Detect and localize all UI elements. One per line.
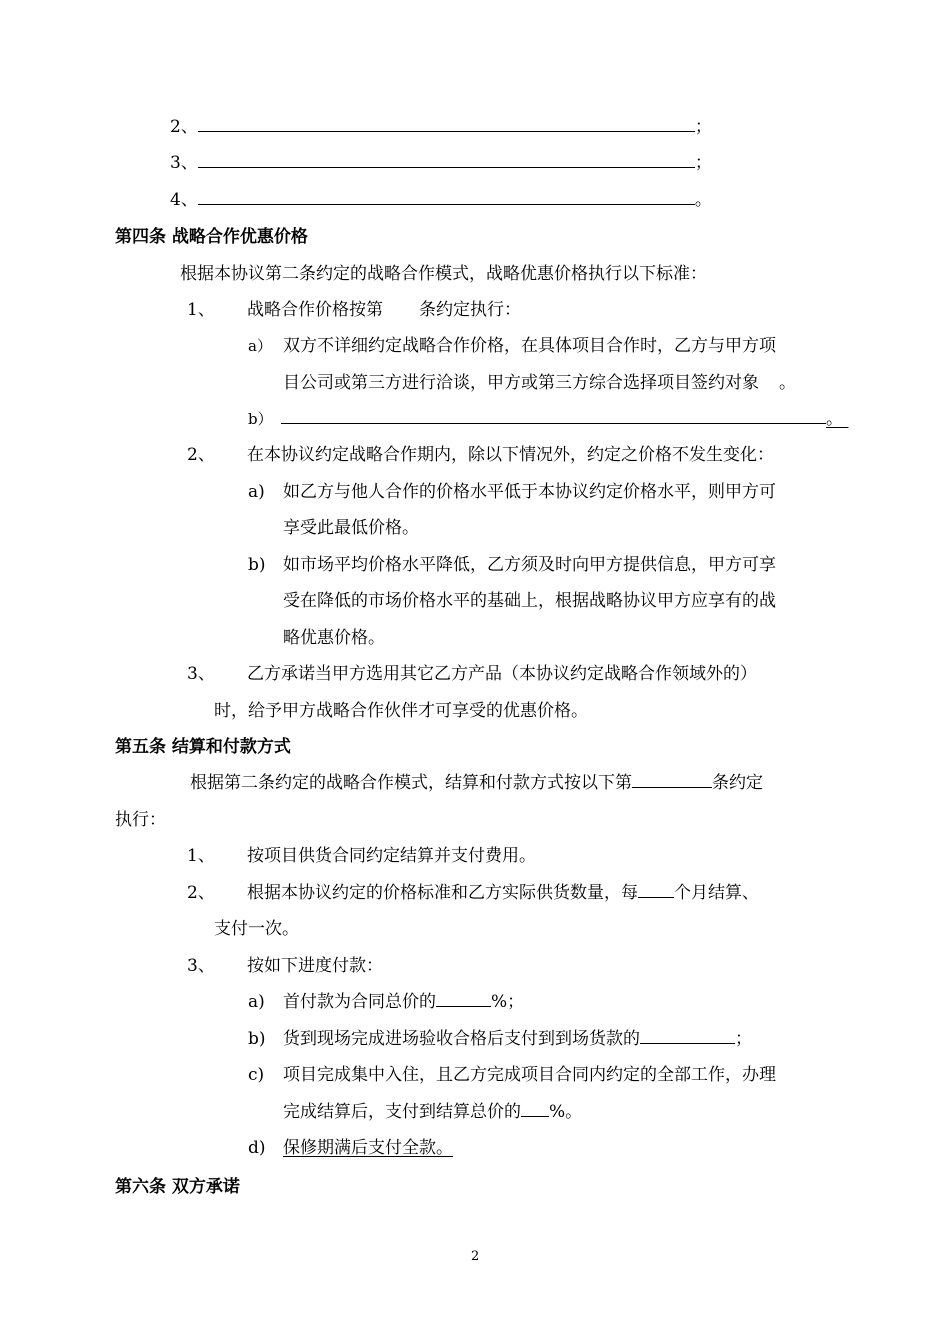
- sub-mark: b）: [248, 410, 273, 428]
- article-5-intro: 根据第二条约定的战略合作模式，结算和付款方式按以下第 条约定: [190, 773, 763, 793]
- article-4-item-2b-line3: 略优惠价格。: [283, 628, 385, 648]
- article-5-intro-line2: 执行：: [115, 810, 166, 830]
- list-item-4: 4、 。: [170, 190, 712, 210]
- article-5-item-2-line2: 支付一次。: [214, 919, 299, 939]
- sub-mark: c): [248, 1065, 265, 1085]
- article-5-item-3c-line2: 完成结算后，支付到结算总价的 %。: [283, 1102, 583, 1122]
- item-num: 1、: [187, 846, 215, 866]
- article-4-item-3-line2: 时，给予甲方战略合作伙伴才可享受的优惠价格。: [214, 701, 588, 721]
- article-4-item-2b-line1: 如市场平均价格水平降低，乙方须及时向甲方提供信息，甲方可享: [283, 555, 776, 575]
- fill-blank: [198, 152, 695, 168]
- fill-blank: [436, 991, 491, 1007]
- article-5-item-3d: 保修期满后支付全款。: [283, 1138, 453, 1158]
- article-4-intro: 根据本协议第二条约定的战略合作模式，战略优惠价格执行以下标准：: [180, 264, 707, 284]
- article-4-item-2a-line1: 如乙方与他人合作的价格水平低于本协议约定价格水平，则甲方可: [283, 482, 776, 502]
- article-6-heading: 第六条 双方承诺: [115, 1177, 240, 1197]
- article-4-item-2b-line2: 受在降低的市场价格水平的基础上，根据战略协议甲方应享有的战: [283, 591, 776, 611]
- article-4-item-1b: 。: [281, 408, 848, 430]
- fill-blank: [281, 408, 826, 424]
- item-num: 3、: [187, 956, 215, 976]
- sub-mark: a): [248, 992, 265, 1012]
- fill-blank: [198, 189, 695, 205]
- article-4-heading: 第四条 战略合作优惠价格: [115, 227, 308, 247]
- article-4-item-1a-line2: 目公司或第三方进行洽谈，甲方或第三方综合选择项目签约对象 。: [283, 373, 796, 393]
- article-4-item-2a-line2: 享受此最低价格。: [283, 518, 419, 538]
- article-5-item-3c-line1: 项目完成集中入住，且乙方完成项目合同内约定的全部工作，办理: [283, 1065, 776, 1085]
- article-5-heading: 第五条 结算和付款方式: [115, 737, 291, 757]
- fill-blank: [638, 882, 674, 898]
- article-4-item-2: 在本协议约定战略合作期内，除以下情况外，约定之价格不发生变化：: [247, 445, 774, 465]
- article-5-item-3b: 货到现场完成进场验收合格后支付到到场货款的 ；: [283, 1029, 752, 1049]
- fill-blank: [632, 772, 712, 788]
- sub-mark: b): [248, 555, 266, 575]
- article-5-item-3a: 首付款为合同总价的 %；: [283, 992, 525, 1012]
- list-item-3: 3、 ；: [170, 153, 712, 173]
- fill-blank: [640, 1028, 735, 1044]
- article-5-item-3: 按如下进度付款：: [247, 956, 383, 976]
- list-item-2: 2、 ；: [170, 117, 712, 137]
- fill-blank: [198, 116, 695, 132]
- article-5-item-1: 按项目供货合同约定结算并支付费用。: [247, 846, 536, 866]
- item-num: 2、: [187, 445, 215, 465]
- article-4-item-1a-line1: 双方不详细约定战略合作价格，在具体项目合作时，乙方与甲方项: [283, 336, 776, 356]
- article-4-item-1: 战略合作价格按第 条约定执行：: [247, 300, 521, 320]
- sub-mark: a): [248, 482, 265, 502]
- article-4-item-3-line1: 乙方承诺当甲方选用其它乙方产品（本协议约定战略合作领域外的）: [247, 664, 757, 684]
- fill-blank: [521, 1101, 549, 1117]
- sub-mark: a）: [248, 337, 272, 355]
- item-num: 3、: [187, 664, 215, 684]
- item-num: 1、: [187, 300, 215, 320]
- sub-mark: d): [248, 1138, 266, 1158]
- article-5-item-2: 根据本协议约定的价格标准和乙方实际供货数量，每 个月结算、: [247, 883, 759, 903]
- sub-mark: b): [248, 1029, 266, 1049]
- item-num: 2、: [187, 883, 215, 903]
- page-number: 2: [471, 1249, 480, 1264]
